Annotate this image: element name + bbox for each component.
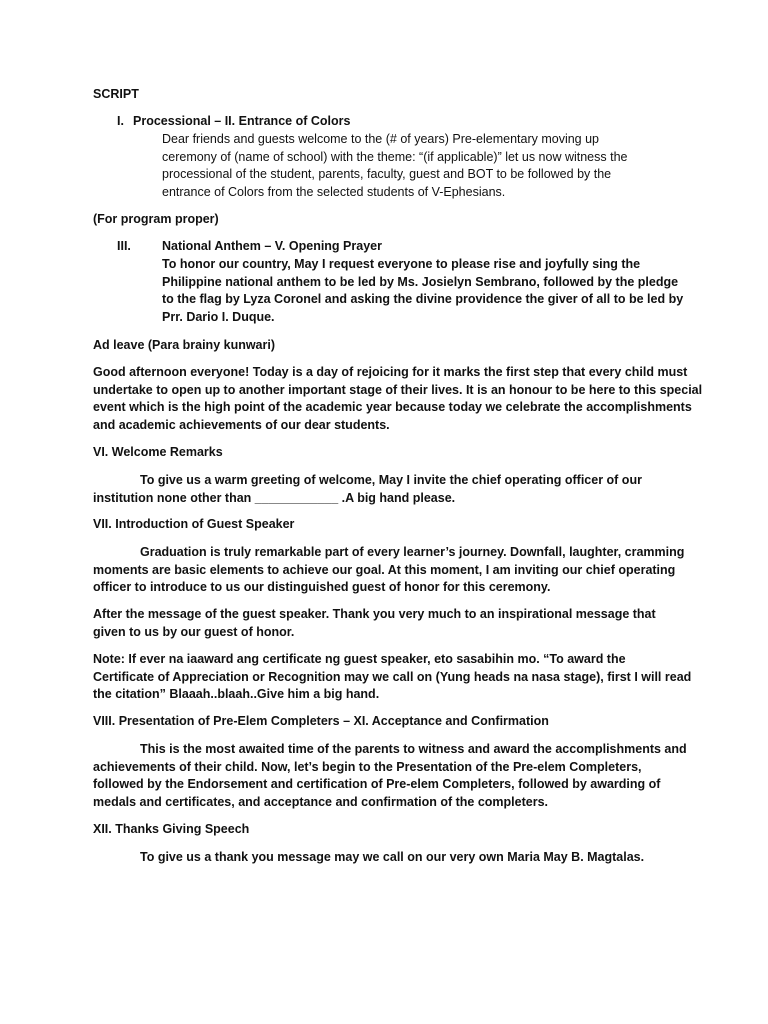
section-7-line: Graduation is truly remarkable part of every learner’s journey. Downfall, laughter, cramming <box>140 545 685 559</box>
script-heading: SCRIPT <box>93 87 139 101</box>
section-1-number: I. <box>117 114 124 128</box>
section-1-line: entrance of Colors from the selected students of V-Ephesians. <box>162 184 506 199</box>
section-3-line: To honor our country, May I request everyone to please rise and joyfully sing the <box>162 257 641 271</box>
section-1-line: Dear friends and guests welcome to the (# of years) Pre-elementary moving up <box>162 132 600 146</box>
section-7-line: moments are basic elements to achieve our goal. At this moment, I am inviting our chief operating <box>93 562 676 577</box>
section-8-body <box>93 741 687 811</box>
section-6-body <box>93 472 642 507</box>
after-message-block <box>93 606 656 641</box>
section-6-line: To give us a warm greeting of welcome, May I invite the chief operating officer of our <box>140 473 642 487</box>
program-proper-note: (For program proper) <box>93 212 219 226</box>
section-7-body <box>93 544 684 597</box>
section-7-title: VII. Introduction of Guest Speaker <box>93 517 295 531</box>
section-8-line: medals and certificates, and acceptance and confirmation of the completers. <box>93 794 548 809</box>
adleave-title: Ad leave (Para brainy kunwari) <box>93 338 276 352</box>
section-1-title: Processional – II. Entrance of Colors <box>133 114 351 128</box>
after-message-line: After the message of the guest speaker. Thank you very much to an inspirational message that <box>93 607 656 621</box>
note-line: the citation” Blaaah..blaah..Give him a big hand. <box>93 687 380 702</box>
section-3-line: to the flag by Lyza Coronel and asking the divine providence the giver of all to be led by <box>162 292 684 307</box>
section-12-title: XII. Thanks Giving Speech <box>93 822 250 836</box>
section-1-line: ceremony of (name of school) with the theme: “(if applicable)” let us now witness the <box>162 149 628 164</box>
section-8-title: VIII. Presentation of Pre-Elem Completers – XI. Acceptance and Confirmation <box>93 714 549 728</box>
section-6-line: institution none other than ____________ .A big hand please. <box>93 490 456 505</box>
section-3-title: National Anthem – V. Opening Prayer <box>162 239 382 253</box>
section-8-line: This is the most awaited time of the parents to witness and award the accomplishments and <box>140 742 687 756</box>
adleave-body <box>93 364 702 434</box>
section-12-line: To give us a thank you message may we call on our very own Maria May B. Magtalas. <box>140 850 645 864</box>
section-8-line: followed by the Endorsement and certification of Pre-elem Completers, followed by awarding of <box>93 777 661 792</box>
section-6-title: VI. Welcome Remarks <box>93 445 223 459</box>
section-3-line: Philippine national anthem to be led by Ms. Josielyn Sembrano, followed by the pledge <box>162 274 679 289</box>
adleave-line: and academic achievements of our dear students. <box>93 417 390 432</box>
section-3-line: Prr. Dario I. Duque. <box>162 309 275 324</box>
note-line: Certificate of Appreciation or Recognition may we call on (Yung heads na nasa stage), first I will read <box>93 669 692 684</box>
adleave-line: undertake to open up to another important stage of their lives. It is an honour to be here to this special <box>93 382 703 397</box>
section-7-line: officer to introduce to us our distinguished guest of honor for this ceremony. <box>93 580 551 595</box>
section-8-line: achievements of their child. Now, let’s begin to the Presentation of the Pre-elem Completers, <box>93 759 642 774</box>
section-3-number: III. <box>117 239 131 253</box>
note-block <box>93 651 691 704</box>
section-12-body <box>93 849 644 867</box>
section-3-body <box>162 256 683 326</box>
section-1-line: processional of the student, parents, faculty, guest and BOT to be followed by the <box>162 167 612 182</box>
adleave-line: Good afternoon everyone! Today is a day of rejoicing for it marks the first step that every child must <box>93 365 688 379</box>
note-line: Note: If ever na iaaward ang certificate ng guest speaker, eto sasabihin mo. “To award the <box>93 652 626 666</box>
section-1-body <box>162 131 628 201</box>
after-message-line: given to us by our guest of honor. <box>93 624 295 639</box>
adleave-line: event which is the high point of the academic year because today we celebrate the accomplishments <box>93 400 692 415</box>
